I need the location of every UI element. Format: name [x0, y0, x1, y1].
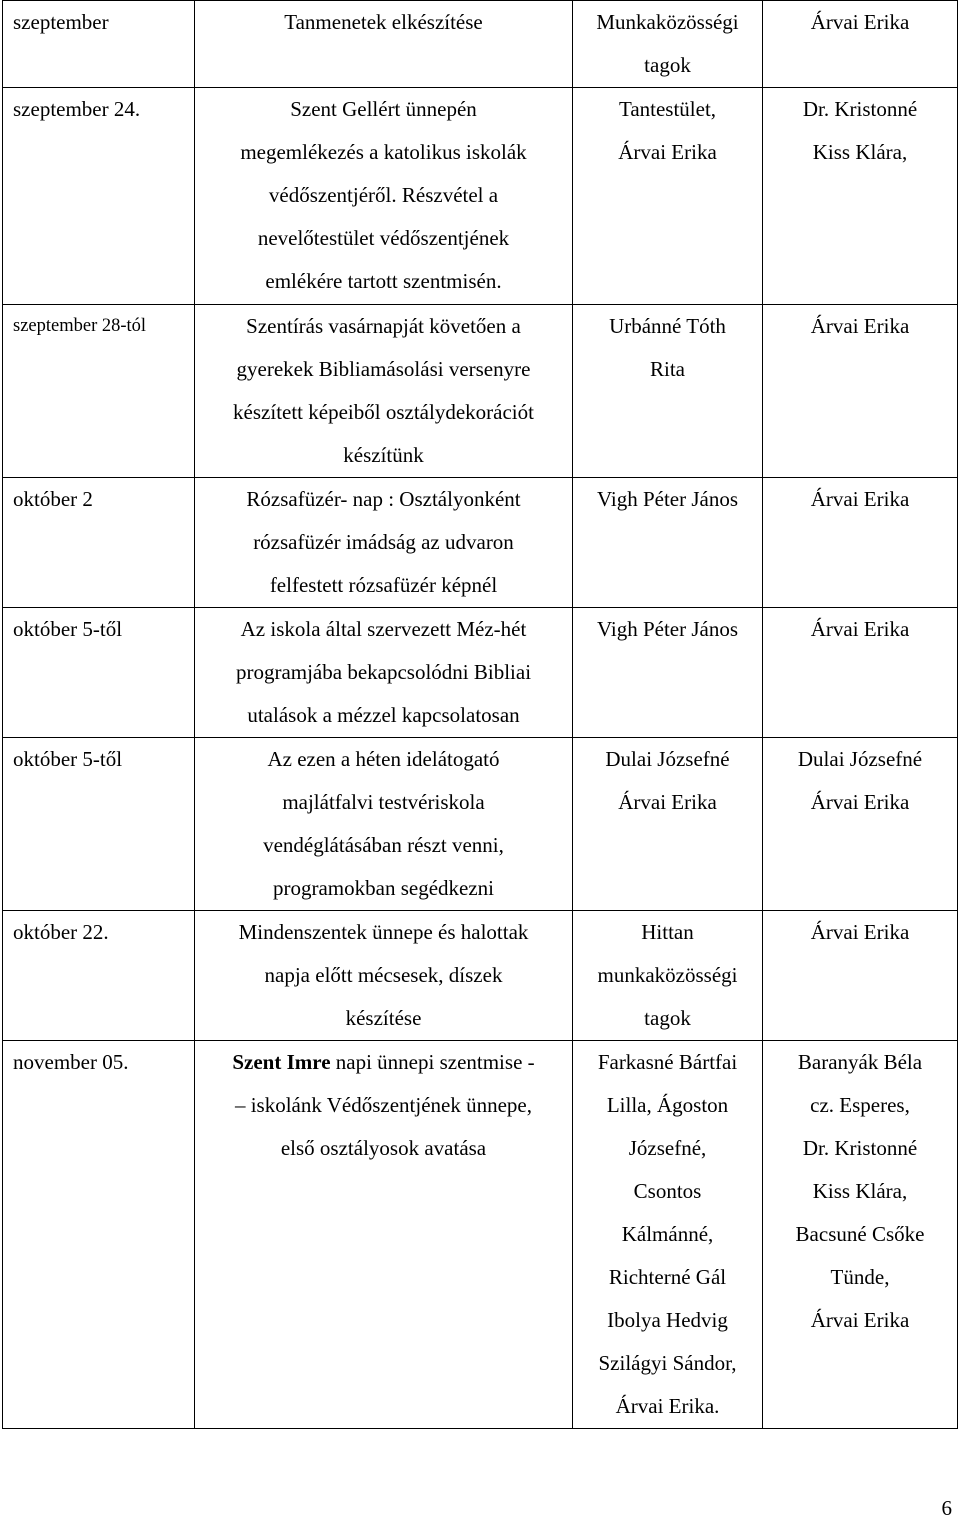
cell-text-line: Kiss Klára,	[812, 140, 908, 164]
cell-text-line: utalások a mézzel kapcsolatosan	[247, 703, 520, 727]
cell-text-line: Farkasné Bártfai	[597, 1050, 738, 1074]
event-cell	[195, 608, 573, 738]
cell-text-line: nevelőtestület védőszentjének	[257, 226, 510, 250]
cell-text-line: Árvai Erika	[810, 10, 910, 34]
table-row	[3, 911, 958, 1041]
cell-text-line: Dr. Kristonné	[802, 1136, 918, 1160]
cell-text-line: október 2	[13, 487, 93, 511]
table-row	[3, 1041, 958, 1429]
cell-text-line: cz. Esperes,	[810, 1093, 910, 1117]
event-cell	[195, 305, 573, 478]
cell-text-line: Árvai Erika	[618, 790, 717, 814]
cell-text-line: szeptember 24.	[13, 97, 141, 121]
date-cell	[3, 478, 195, 608]
cell-text-line: készítése	[345, 1006, 422, 1030]
cell-text-line: Árvai Erika	[810, 790, 910, 814]
cell-text-line: Árvai Erika	[810, 314, 910, 338]
cell-text-line: Baranyák Béla	[797, 1050, 923, 1074]
lead-cell	[763, 1041, 958, 1429]
cell-text-line: gyerekek Bibliamásolási versenyre	[236, 357, 531, 381]
cell-text-line	[195, 1041, 572, 1084]
table-row	[3, 1, 958, 88]
cell-text-line: első osztályosok avatása	[280, 1136, 487, 1160]
event-cell	[195, 1, 573, 88]
cell-text-line: Tanmenetek elkészítése	[284, 10, 483, 34]
responsible-cell	[573, 305, 763, 478]
cell-text-line: megemlékezés a katolikus iskolák	[240, 140, 527, 164]
cell-text-line: Kiss Klára,	[812, 1179, 908, 1203]
event-cell	[195, 478, 573, 608]
event-text: napi ünnepi szentmise -	[330, 1050, 535, 1074]
cell-text-line: emlékére tartott szentmisén.	[265, 269, 502, 293]
page-number: 6	[941, 1496, 952, 1520]
event-bold-name: Szent Imre	[232, 1050, 331, 1074]
cell-text-line: készített képeiből osztálydekorációt	[233, 400, 534, 424]
cell-text-line: Józsefné,	[628, 1136, 707, 1160]
cell-text-line: Dulai Józsefné	[605, 747, 730, 771]
cell-text-line: Mindenszentek ünnepe és halottak	[238, 920, 529, 944]
table-row	[3, 738, 958, 911]
date-cell	[3, 738, 195, 911]
cell-text-line: majlátfalvi testvériskola	[282, 790, 485, 814]
lead-cell	[763, 1, 958, 88]
cell-text-line: Tünde,	[830, 1265, 890, 1289]
cell-text-line: – iskolánk Védőszentjének ünnepe,	[234, 1093, 533, 1117]
table-row	[3, 608, 958, 738]
lead-cell	[763, 911, 958, 1041]
cell-text-line: Lilla, Ágoston	[606, 1093, 729, 1117]
cell-text-line: készítünk	[343, 443, 424, 467]
cell-text-line: napja előtt mécsesek, díszek	[264, 963, 503, 987]
event-cell	[195, 911, 573, 1041]
cell-text-line: Árvai Erika.	[615, 1394, 720, 1418]
cell-text-line: október 5-től	[13, 747, 123, 771]
cell-text-line: Tantestület,	[618, 97, 717, 121]
date-cell	[3, 911, 195, 1041]
cell-text-line: Ibolya Hedvig	[607, 1308, 728, 1332]
table-row	[3, 478, 958, 608]
cell-text-line: Dulai Józsefné	[797, 747, 923, 771]
date-cell	[3, 1041, 195, 1429]
cell-text-line: november 05.	[13, 1050, 129, 1074]
cell-text-line: Munkaközösségi	[596, 10, 739, 34]
cell-text-line: rózsafüzér imádság az udvaron	[253, 530, 514, 554]
cell-text-line: tagok	[644, 53, 691, 77]
responsible-cell	[573, 1, 763, 88]
cell-text-line: Vigh Péter János	[596, 617, 739, 641]
cell-text-line: Árvai Erika	[618, 140, 717, 164]
cell-text-line: Richterné Gál	[608, 1265, 727, 1289]
lead-cell	[763, 305, 958, 478]
schedule-table	[2, 0, 958, 1429]
cell-text-line: szeptember 28-tól	[13, 316, 147, 336]
responsible-cell	[573, 738, 763, 911]
cell-text-line: Szilágyi Sándor,	[598, 1351, 737, 1375]
cell-text-line: Árvai Erika	[810, 617, 910, 641]
lead-cell	[763, 738, 958, 911]
cell-text-line: Árvai Erika	[810, 920, 910, 944]
table-row	[3, 88, 958, 305]
cell-text-line: Szentírás vasárnapját követően a	[246, 314, 521, 338]
cell-text-line: Vigh Péter János	[596, 487, 739, 511]
responsible-cell	[573, 608, 763, 738]
cell-text-line: Rita	[650, 357, 685, 381]
cell-text-line: Csontos	[633, 1179, 702, 1203]
date-cell	[3, 1, 195, 88]
responsible-cell	[573, 478, 763, 608]
event-cell	[195, 738, 573, 911]
date-cell	[3, 88, 195, 305]
cell-text-line: vendéglátásában részt venni,	[263, 833, 504, 857]
date-cell	[3, 305, 195, 478]
cell-text-line: Hittan	[641, 920, 694, 944]
cell-text-line: Árvai Erika	[810, 487, 910, 511]
lead-cell	[763, 608, 958, 738]
cell-text-line: védőszentjéről. Részvétel a	[268, 183, 499, 207]
lead-cell	[763, 478, 958, 608]
responsible-cell	[573, 911, 763, 1041]
cell-text-line: felfestett rózsafüzér képnél	[269, 573, 498, 597]
table-row	[3, 305, 958, 478]
cell-text-line: Kálmánné,	[621, 1222, 714, 1246]
cell-text-line: Szent Gellért ünnepén	[290, 97, 477, 121]
responsible-cell	[573, 1041, 763, 1429]
date-cell	[3, 608, 195, 738]
event-cell	[195, 1041, 573, 1429]
cell-text-line: tagok	[644, 1006, 691, 1030]
cell-text-line: október 5-től	[13, 617, 123, 641]
cell-text-line: Árvai Erika	[810, 1308, 910, 1332]
cell-text-line: Urbánné Tóth	[609, 314, 726, 338]
cell-text-line: október 22.	[13, 920, 109, 944]
lead-cell	[763, 88, 958, 305]
cell-text-line: Az iskola által szervezett Méz-hét	[240, 617, 527, 641]
cell-text-line: programjába bekapcsolódni Bibliai	[235, 660, 532, 684]
cell-text-line: Rózsafüzér- nap : Osztályonként	[246, 487, 521, 511]
event-cell	[195, 88, 573, 305]
cell-text-line: programokban segédkezni	[272, 876, 494, 900]
responsible-cell	[573, 88, 763, 305]
cell-text-line: munkaközösségi	[597, 963, 738, 987]
cell-text-line: Bacsuné Csőke	[795, 1222, 925, 1246]
cell-text-line: Dr. Kristonné	[802, 97, 918, 121]
cell-text-line: szeptember	[13, 10, 109, 34]
cell-text-line: Az ezen a héten idelátogató	[267, 747, 500, 771]
